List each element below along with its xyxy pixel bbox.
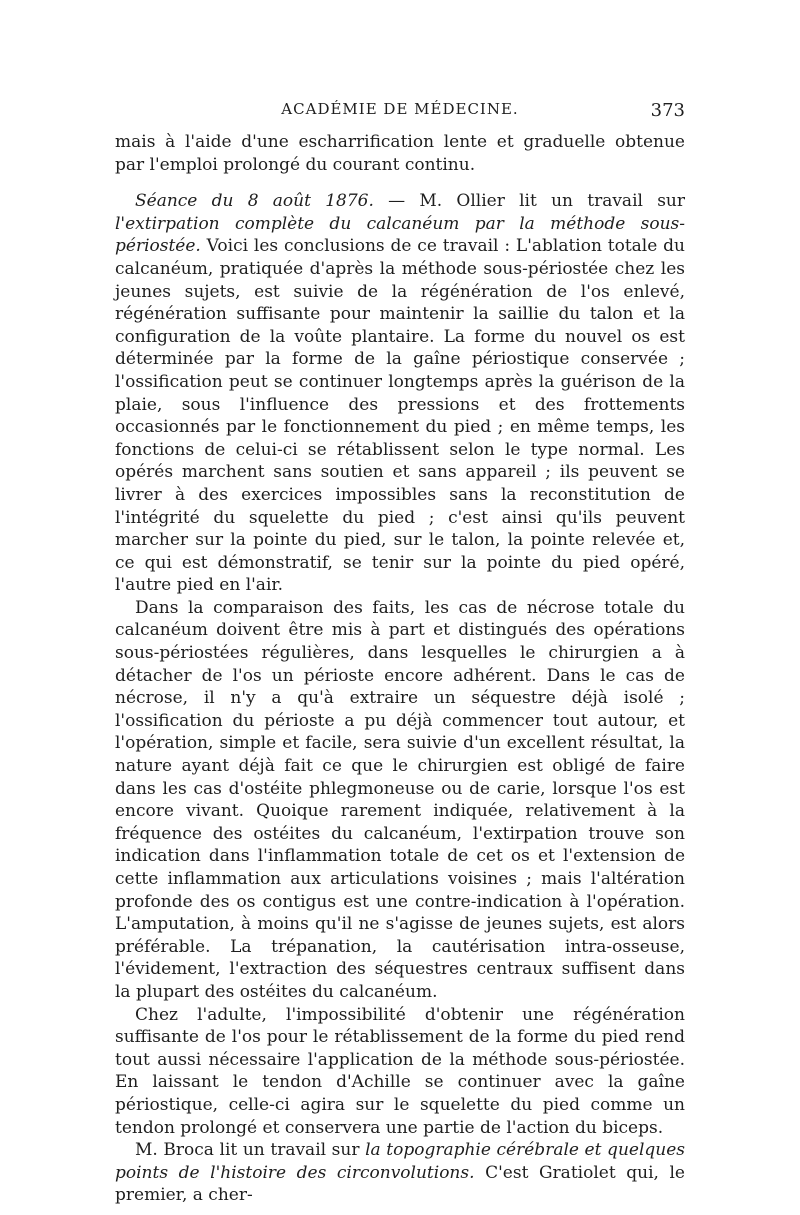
paragraph-text: Voici les conclusions de ce travail : L'ablation totale du calcanéum, pratiquée d'après la méthode sous-périostée chez les jeunes sujets, est suivie de la régénération de l'os enlevé, régénération suffisante pour maintenir la saillie du talon et la configuration de la voûte plantaire. La forme du nouvel os est déterminée par la forme de la gaîne périostique conservée ; l'ossification peut se continuer longtemps après la guérison de la plaie, sous l'influence des pressions et des frottements occasionnés par le fonctionnement du pied ; en même temps, les fonctions de celui-ci se rétablissent selon le type normal. Les opérés marchent sans soutien et sans appareil ; ils peuvent se livrer à des exercices impossibles sans la reconstitution de l'intégrité du squelette du pied ; c'est ainsi qu'ils peuvent marcher sur la pointe du pied, sur le talon, la pointe relevée et, ce qui est démonstratif, se tenir sur la pointe du pied opéré, l'autre pied en l'air. xyxy=(115,236,685,596)
paragraph-continuation xyxy=(115,131,685,176)
page-body xyxy=(115,131,685,1207)
work-title: la topographie cérébrale et quelques points de l'histoire des circonvolutions. xyxy=(115,1140,686,1183)
paragraph-adulte xyxy=(115,1004,685,1140)
paragraph-text: mais à l'aide d'une escharrification lente et graduelle obtenue par l'emploi prolongé du courant continu. xyxy=(115,132,685,175)
paragraph-necrose xyxy=(115,597,685,1004)
work-title: l'extirpation complète du calcanéum par la méthode sous-périostée. xyxy=(115,213,685,257)
paragraph-seance-ollier xyxy=(115,190,685,597)
seance-date: Séance du 8 août 1876. xyxy=(135,191,374,212)
paragraph-text: Chez l'adulte, l'impossibilité d'obtenir une régénération suffisante de l'os pour le rétablissement de la forme du pied rend tout aussi nécessaire l'application de la méthode sous-périostée. En laissant le tendon d'Achille se continuer avec la gaîne périostique, celle-ci agira sur le squelette du pied comme un tendon prolongé et conservera une partie de l'action du biceps. xyxy=(115,1004,685,1138)
paragraph-text: Dans la comparaison des faits, les cas de nécrose totale du calcanéum doivent être mis à part et distingués des opérations sous-périostées régulières, dans lesquelles le chirurgien a à détacher de l'os un périoste encore adhérent. Dans le cas de nécrose, il n'y a qu'à extraire un séquestre déjà isolé ; l'ossification du périoste a pu déjà commencer tout autour, et l'opération, simple et facile, sera suivie d'un excellent résultat, la nature ayant déjà fait ce que le chirurgien est obligé de faire dans les cas d'ostéite phlegmoneuse ou de carie, lorsque l'os est encore vivant. Quoique rarement indiquée, relativement à la fréquence des ostéites du calcanéum, l'extirpation trouve son indication dans l'inflammation totale de cet os et l'extension de cette inflammation aux articulations voisines ; mais l'altération profonde des os contigus est une contre-indication à l'opération. L'amputation, à moins qu'il ne s'agisse de jeunes sujets, est alors préférable. La trépanation, la cautérisation intra-osseuse, l'évidement, l'extraction des séquestres centraux suffisent dans la plupart des ostéites du calcanéum. xyxy=(115,597,685,1002)
running-title: ACADÉMIE DE MÉDECINE. xyxy=(281,100,519,118)
page-number: 373 xyxy=(650,100,685,121)
paragraph-broca xyxy=(115,1139,685,1207)
page-header xyxy=(115,100,685,124)
paragraph-text: M. Broca lit un travail sur xyxy=(135,1140,366,1161)
paragraph-text: — M. Ollier lit un travail sur xyxy=(373,191,685,212)
paragraph-text: C'est Gratiolet qui, le premier, a cher- xyxy=(115,1162,685,1206)
